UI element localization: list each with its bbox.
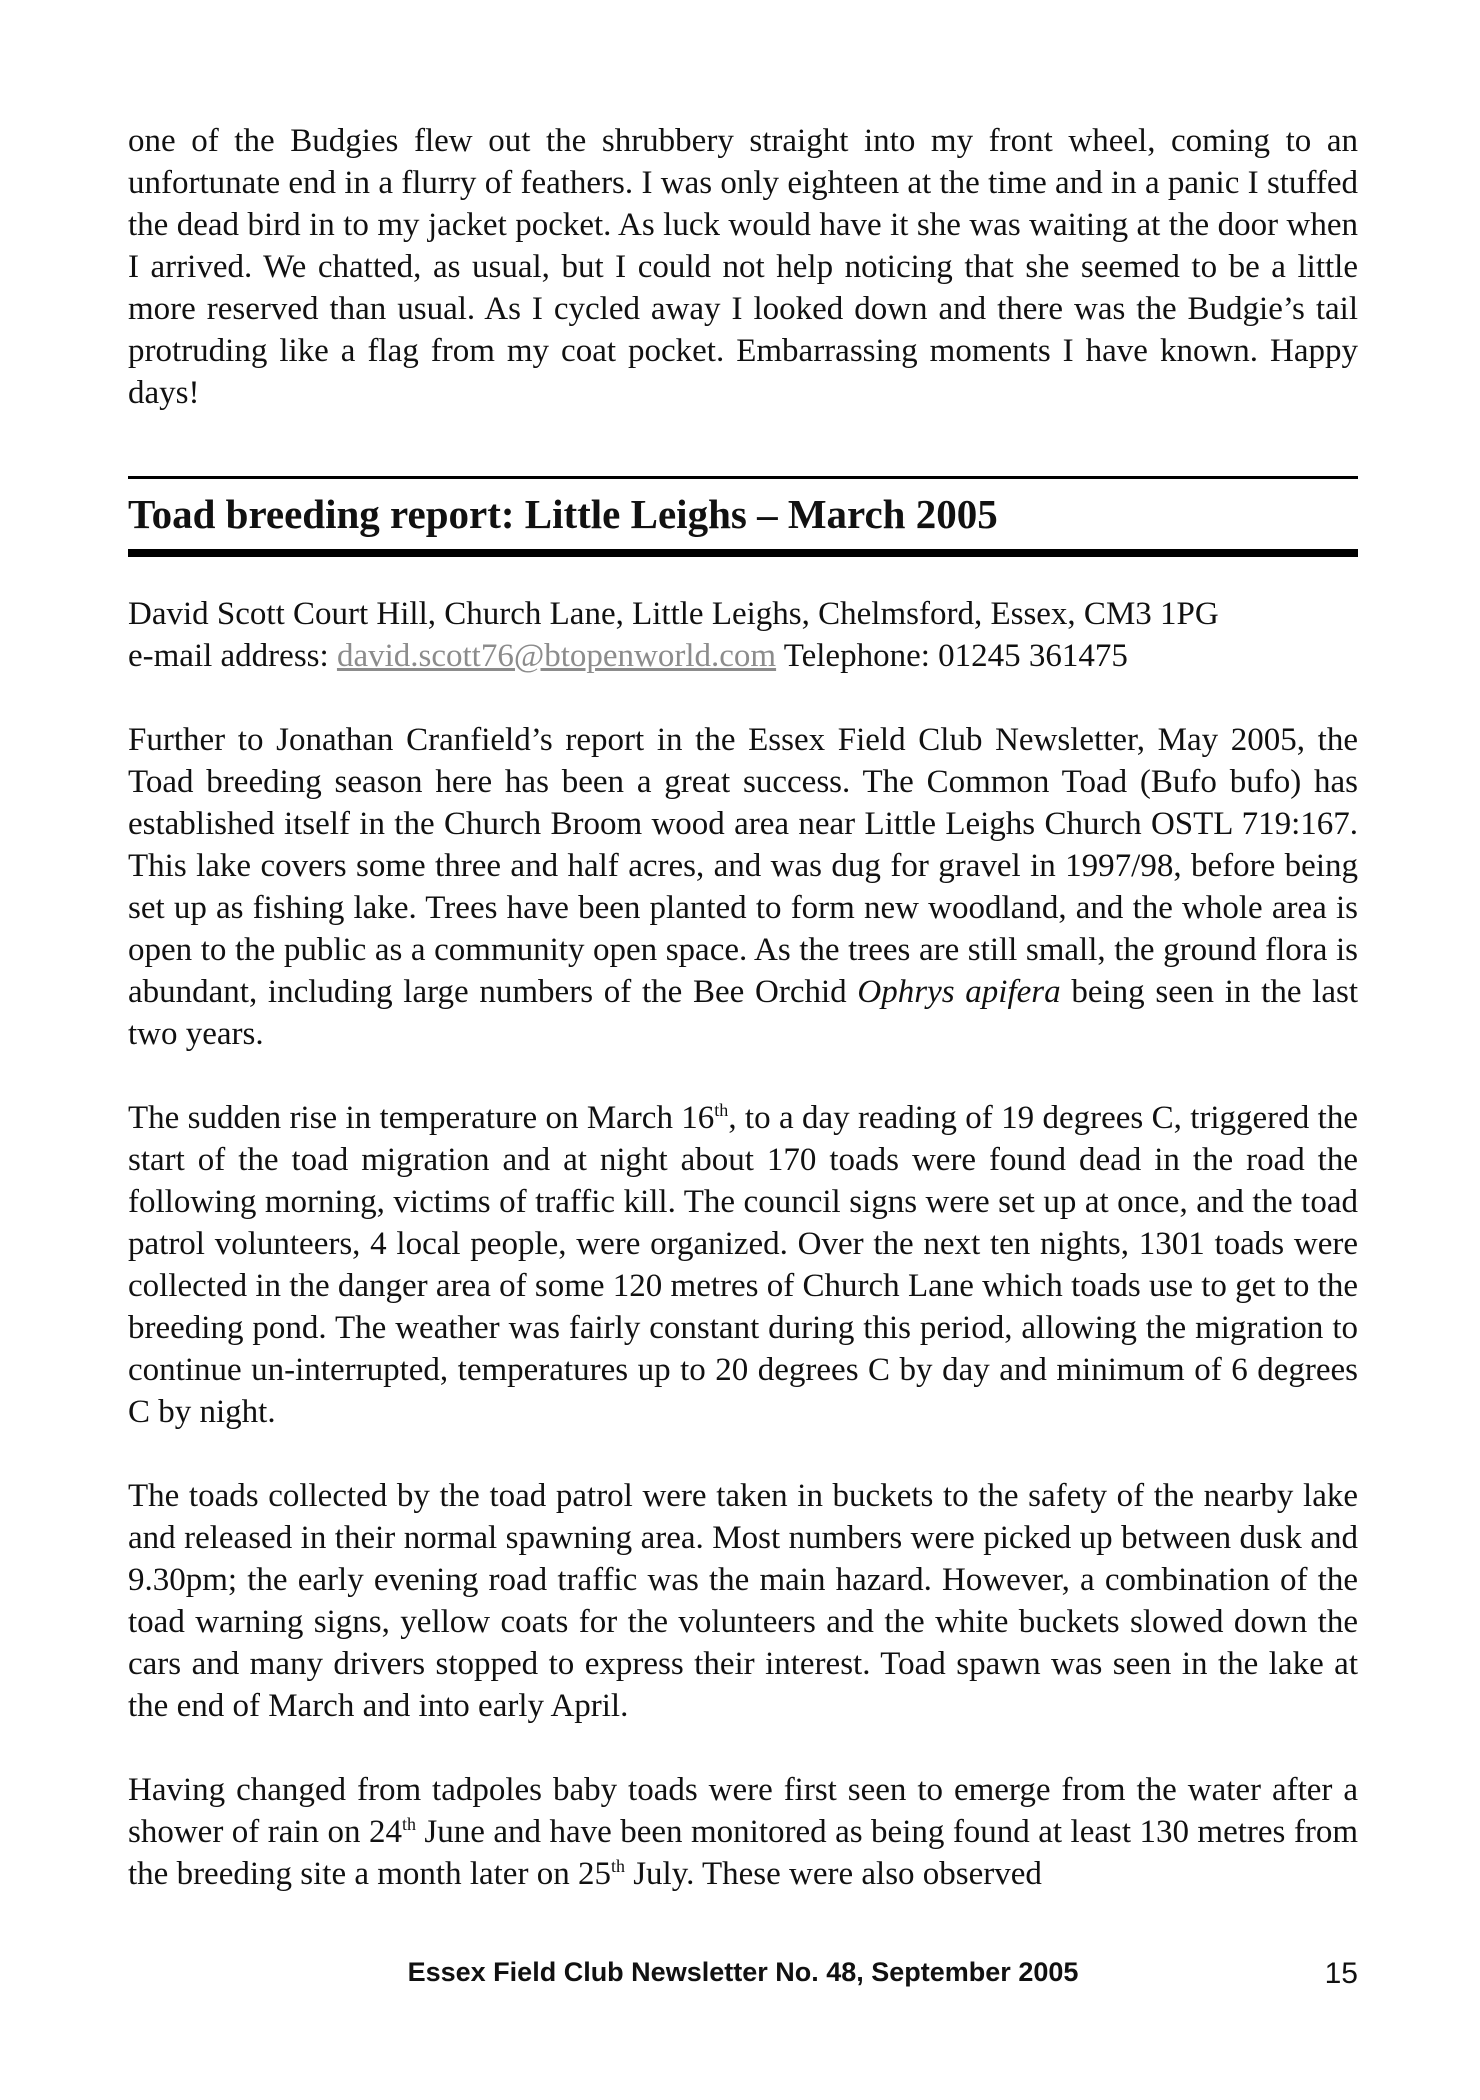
page-number: 15 [1324, 1957, 1358, 1990]
species-name: Ophrys apifera [857, 974, 1061, 1010]
author-address: David Scott Court Hill, Church Lane, Little Leighs, Chelmsford, Essex, CM3 1PG [128, 596, 1219, 632]
email-link[interactable]: david.scott76@btopenworld.com [336, 638, 777, 674]
paragraph-3: The toads collected by the toad patrol were taken in buckets to the safety of the nearby lake and released in their normal spawning area. Most numbers were picked up between dusk and 9.30pm; the early evening road traffic was the main hazard. However, a combination of the toad warning signs, yellow coats for the volunteers and the white buckets slowed down the cars and many drivers stopped to express their interest. Toad spawn was seen in the lake at the end of March and into early April. [128, 1478, 1358, 1724]
paragraph-2 [128, 1097, 1358, 1433]
paragraph-4 [128, 1769, 1358, 1895]
contact-line [128, 635, 1358, 677]
page-footer [128, 1957, 1358, 1997]
paragraph-2-text-b: , to a day reading of 19 degrees C, triggered the start of the toad migration and at night about 170 toads were found dead in the road the following morning, victims of traffic kill. The council signs were set up at once, and the toad patrol volunteers, 4 local people, were organized. Over the next ten nights, 1301 toads were collected in the danger area of some 120 metres of Church Lane which toads use to get to the breeding pond. The weather was fairly constant during this period, allowing the migration to continue un-interrupted, temperatures up to 20 degrees C by day and minimum of 6 degrees C by night. [128, 1100, 1358, 1430]
paragraph-1 [128, 719, 1358, 1055]
byline [128, 593, 1358, 677]
email-label: e-mail address: [128, 638, 329, 674]
paragraph-1-text-a: Further to Jonathan Cranfield’s report in the Essex Field Club Newsletter, May 2005, the Toad breeding season here has been a great success. The Common Toad (Bufo bufo) has established itself in the Church Broom wood area near Little Leighs Church OSTL 719:167. This lake covers some three and half acres, and was dug for gravel in 1997/98, before being set up as fishing lake. Trees have been planted to form new woodland, and the whole area is open to the public as a community open space. As the trees are still small, the ground flora is abundant, including large numbers of the Bee Orchid [128, 722, 1358, 1010]
paragraph-4-text-a: Having changed from tadpoles baby toads were first seen to emerge from the water after a shower of rain on 24 [128, 1772, 1358, 1850]
ordinal-suffix: th [714, 1100, 729, 1120]
publication-title: Essex Field Club Newsletter No. 48, September 2005 [407, 1957, 1079, 1987]
paragraph-4-text-c: July. These were also observed [624, 1856, 1042, 1892]
paragraph-4-text-b: June and have been monitored as being found at least 130 metres from the breeding site a month later on 25 [128, 1814, 1359, 1892]
telephone: Telephone: 01245 361475 [783, 638, 1128, 674]
paragraph-1-text-b: being seen in the last two years. [128, 974, 1359, 1052]
page-content [128, 120, 1358, 1895]
ordinal-suffix: th [401, 1814, 416, 1834]
intro-paragraph: one of the Budgies flew out the shrubbery straight into my front wheel, coming to an unfortunate end in a flurry of feathers. I was only eighteen at the time and in a panic I stuffed the dead bird in to my jacket pocket. As luck would have it she was waiting at the door when I arrived. We chatted, as usual, but I could not help noticing that she seemed to be a little more reserved than usual. As I cycled away I looked down and there was the Budgie’s tail protruding like a flag from my coat pocket. Embarrassing moments I have known. Happy days! [128, 123, 1358, 411]
ordinal-suffix: th [610, 1856, 625, 1876]
title-bottom-rule [128, 549, 1358, 557]
article-title: Toad breeding report: Little Leighs – March 2005 [128, 491, 998, 537]
paragraph-2-text-a: The sudden rise in temperature on March 16 [128, 1100, 715, 1136]
